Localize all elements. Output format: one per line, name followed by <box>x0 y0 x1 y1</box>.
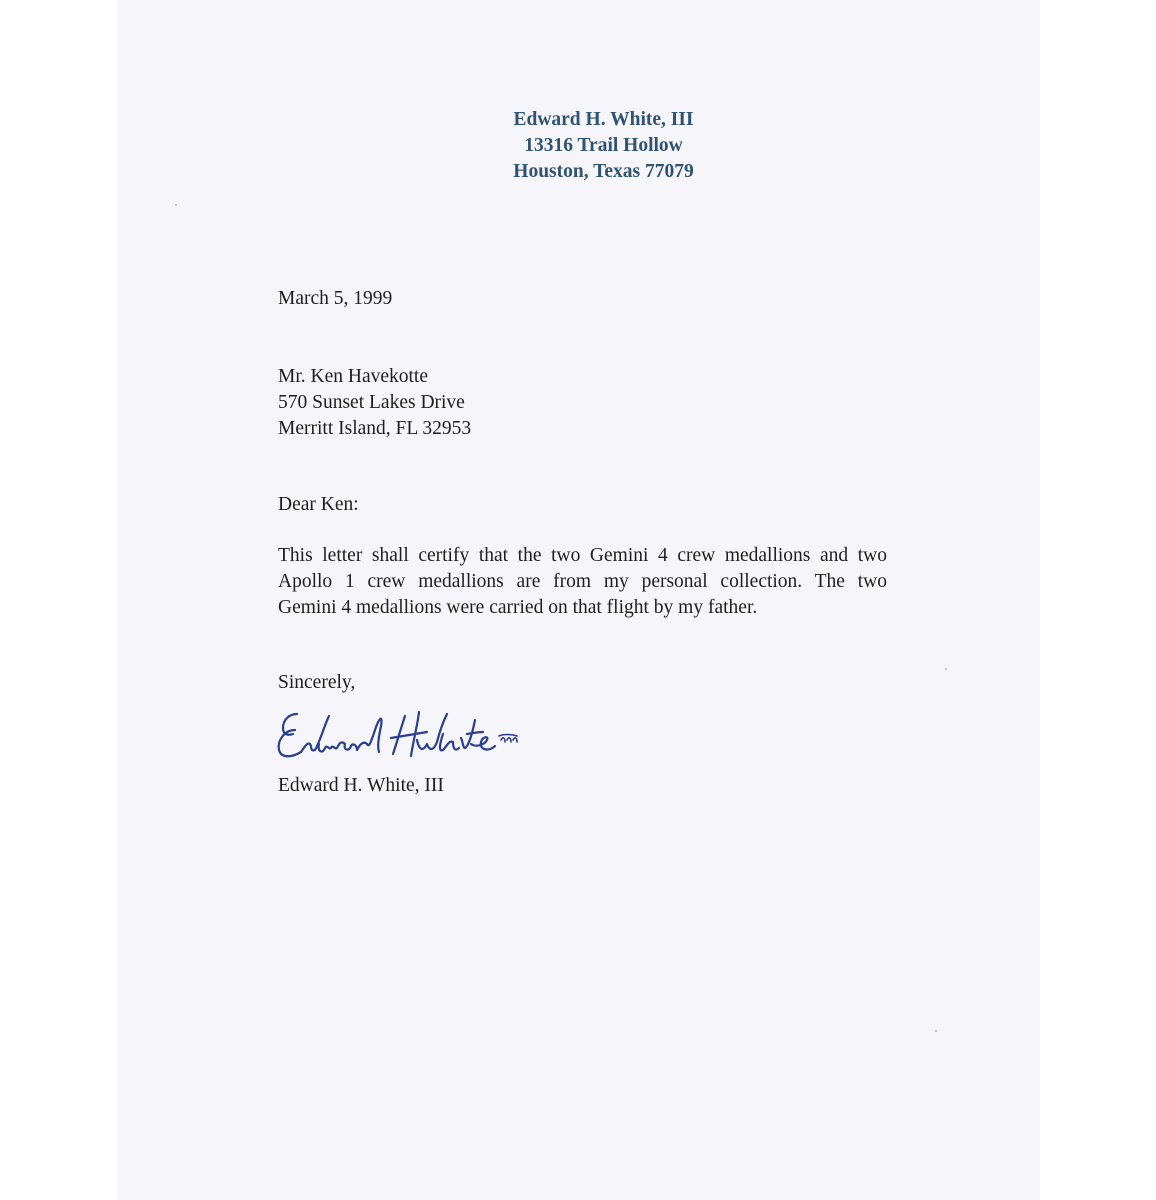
body-line: This letter shall certify that the two Gemini 4 crew medallions and two <box>278 545 887 566</box>
paper-speck <box>935 1030 937 1032</box>
letterhead <box>117 107 1040 185</box>
body-line: Apollo 1 crew medallions are from my personal collection. The two <box>278 571 887 592</box>
paper-speck <box>945 668 947 670</box>
handwritten-signature <box>267 700 527 770</box>
letter-date: March 5, 1999 <box>278 288 393 309</box>
recipient-city: Merritt Island, FL 32953 <box>278 418 472 439</box>
letterhead-name: Edward H. White, III <box>513 109 694 130</box>
salutation: Dear Ken: <box>278 494 359 515</box>
letter-body <box>278 543 887 621</box>
typed-signatory-name: Edward H. White, III <box>278 775 444 796</box>
recipient-address <box>278 364 471 442</box>
closing: Sincerely, <box>278 672 356 693</box>
body-line: Gemini 4 medallions were carried on that flight by my father. <box>278 597 758 618</box>
letterhead-city: Houston, Texas 77079 <box>513 161 694 182</box>
letter-page <box>117 0 1040 1200</box>
recipient-name: Mr. Ken Havekotte <box>278 366 429 387</box>
recipient-street: 570 Sunset Lakes Drive <box>278 392 465 413</box>
paper-speck <box>175 204 177 206</box>
letterhead-street: 13316 Trail Hollow <box>524 135 683 156</box>
